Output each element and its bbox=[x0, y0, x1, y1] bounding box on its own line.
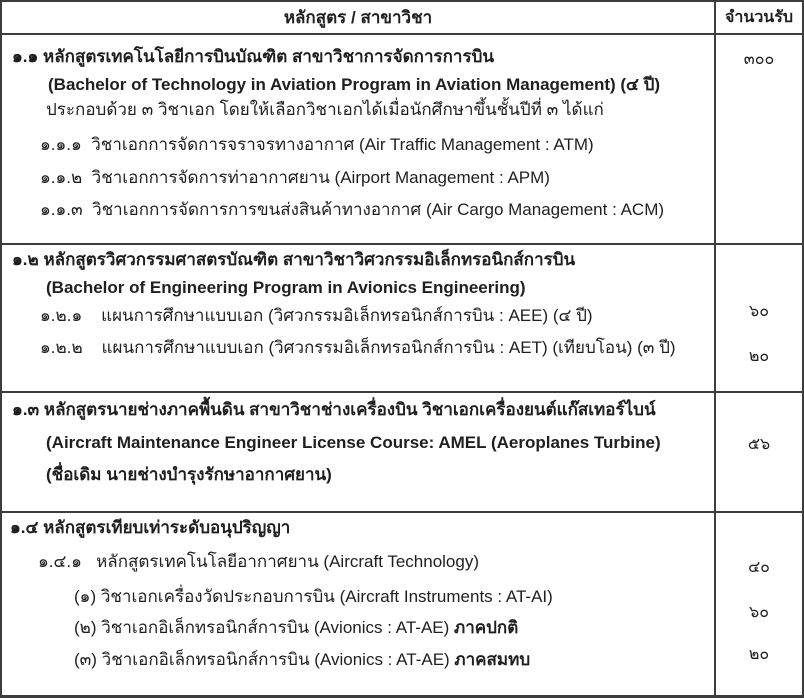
program-line: (๓) วิชาเอกอิเล็กทรอนิกส์การบิน (Avionics : AT-AE) ภาคสมทบ bbox=[74, 650, 531, 669]
program-cell bbox=[2, 393, 716, 511]
quota-cell bbox=[716, 513, 802, 695]
program-line: ๑.๑.๑ วิชาเอกการจัดการจราจรทางอากาศ (Air Traffic Management : ATM) bbox=[40, 135, 594, 154]
table-row bbox=[2, 391, 802, 511]
program-cell bbox=[2, 245, 716, 391]
program-line: ๑.๑ หลักสูตรเทคโนโลยีการบินบัณฑิต สาขาวิชาการจัดการการบิน bbox=[12, 47, 495, 66]
table-row bbox=[2, 35, 802, 243]
program-line: (Bachelor of Engineering Program in Avionics Engineering) bbox=[46, 278, 526, 297]
program-line: (Bachelor of Technology in Aviation Program in Aviation Management) (๔ ปี) bbox=[48, 75, 661, 94]
quota-value: ๖๐ bbox=[749, 303, 769, 320]
quota-cell bbox=[716, 245, 802, 391]
quota-value: ๕๖ bbox=[747, 436, 771, 453]
quota-value: ๓๐๐ bbox=[743, 51, 775, 68]
program-line: ๑.๓ หลักสูตรนายช่างภาคพื้นดิน สาขาวิชาช่างเครื่องบิน วิชาเอกเครื่องยนต์แก๊สเทอร์ไบน์ bbox=[12, 400, 656, 419]
program-line-bold-suffix: ภาคสมทบ bbox=[454, 650, 531, 669]
program-line: ๑.๒ หลักสูตรวิศวกรรมศาสตรบัณฑิต สาขาวิชาวิศวกรรมอิเล็กทรอนิกส์การบิน bbox=[12, 250, 576, 269]
program-line: (ชื่อเดิม นายช่างบำรุงรักษาอากาศยาน) bbox=[46, 465, 332, 484]
program-line: ๑.๑.๓ วิชาเอกการจัดการการขนส่งสินค้าทางอากาศ (Air Cargo Management : ACM) bbox=[40, 200, 665, 219]
header-quota-column: จำนวนรับ bbox=[725, 9, 793, 26]
table-row bbox=[2, 511, 802, 695]
quota-value: ๒๐ bbox=[748, 646, 770, 663]
table-body bbox=[2, 35, 802, 695]
program-line: ๑.๒.๒ แผนการศึกษาแบบเอก (วิศวกรรมอิเล็กทรอนิกส์การบิน : AET) (เทียบโอน) (๓ ปี) bbox=[40, 338, 676, 357]
quota-cell bbox=[716, 35, 802, 243]
quota-value: ๔๐ bbox=[748, 559, 770, 576]
program-line: ๑.๔.๑ หลักสูตรเทคโนโลยีอากาศยาน (Aircraft Technology) bbox=[38, 552, 479, 571]
header-program-column: หลักสูตร / สาขาวิชา bbox=[2, 2, 716, 33]
program-line: ๑.๒.๑ แผนการศึกษาแบบเอก (วิศวกรรมอิเล็กทรอนิกส์การบิน : AEE) (๔ ปี) bbox=[40, 306, 593, 325]
table-header-row bbox=[2, 2, 802, 35]
program-line: (๑) วิชาเอกเครื่องวัดประกอบการบิน (Aircraft Instruments : AT-AI) bbox=[74, 587, 553, 606]
quota-value: ๒๐ bbox=[748, 348, 770, 365]
program-cell bbox=[2, 513, 716, 695]
quota-cell bbox=[716, 393, 802, 511]
program-line: ๑.๔ หลักสูตรเทียบเท่าระดับอนุปริญญา bbox=[10, 518, 291, 537]
program-line: ประกอบด้วย ๓ วิชาเอก โดยให้เลือกวิชาเอกได้เมื่อนักศึกษาขึ้นชั้นปีที่ ๓ ได้แก่ bbox=[46, 100, 604, 119]
quota-value: ๖๐ bbox=[749, 604, 769, 621]
program-line: (Aircraft Maintenance Engineer License Course: AMEL (Aeroplanes Turbine) bbox=[46, 433, 661, 452]
program-cell bbox=[2, 35, 716, 243]
table-row bbox=[2, 243, 802, 391]
program-line: (๒) วิชาเอกอิเล็กทรอนิกส์การบิน (Avionics : AT-AE) ภาคปกติ bbox=[74, 618, 519, 637]
program-line: ๑.๑.๒ วิชาเอกการจัดการท่าอากาศยาน (Airport Management : APM) bbox=[40, 168, 550, 187]
program-line-bold-suffix: ภาคปกติ bbox=[454, 618, 519, 637]
